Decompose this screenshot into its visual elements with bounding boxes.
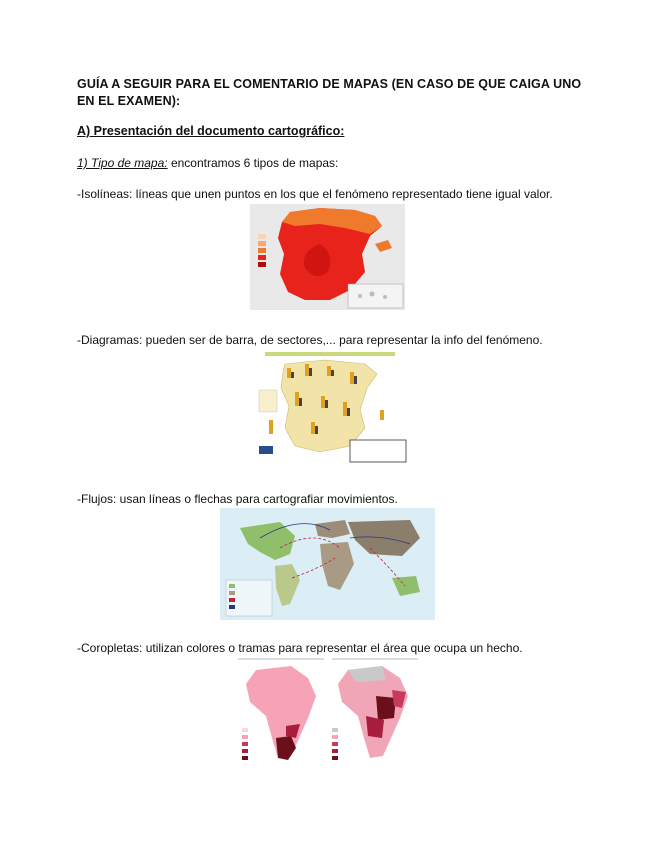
section-title: A) Presentación del documento cartográfico:	[77, 124, 345, 138]
flow-map-image	[220, 508, 435, 620]
item-diagramas: -Diagramas: pueden ser de barra, de sectores,... para representar la info del fenómeno.	[77, 333, 543, 347]
item-coropletas: -Coropletas: utilizan colores o tramas para representar el área que ocupa un hecho.	[77, 641, 523, 655]
diagram-map-image	[255, 350, 410, 464]
choropleth-maps-image	[236, 656, 422, 766]
item-isolineas: -Isolíneas: líneas que unen puntos en los que el fenómeno representado tiene igual valor.	[77, 187, 553, 201]
map-types-line	[77, 156, 338, 170]
isoline-map-image	[250, 204, 405, 310]
page-heading: GUÍA A SEGUIR PARA EL COMENTARIO DE MAPAS (EN CASO DE QUE CAIGA UNO EN EL EXAMEN):	[77, 77, 582, 108]
map-types-text: encontramos 6 tipos de mapas:	[167, 156, 339, 170]
item-flujos: -Flujos: usan líneas o flechas para cartografiar movimientos.	[77, 492, 398, 506]
map-types-label: 1) Tipo de mapa:	[77, 156, 168, 170]
